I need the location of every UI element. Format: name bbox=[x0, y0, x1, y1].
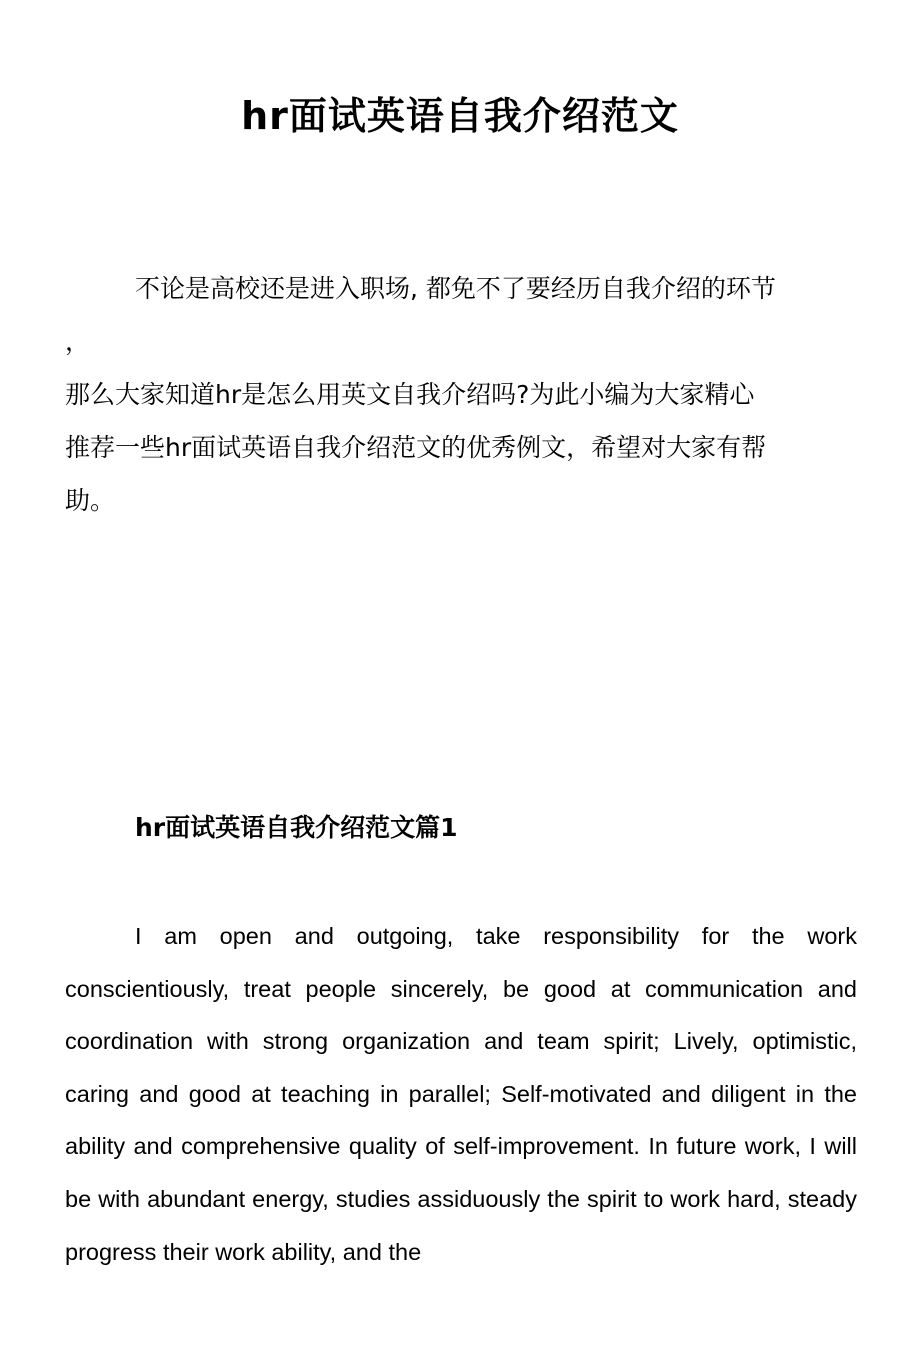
section-heading: hr面试英语自我介绍范文篇1 bbox=[135, 813, 458, 842]
intro-line-1: 不论是高校还是进入职场, 都免不了要经历自我介绍的环节 bbox=[135, 274, 776, 303]
intro-line-2: ， bbox=[65, 327, 91, 356]
intro-line-4: 推荐一些hr面试英语自我介绍范文的优秀例文，希望对大家有帮 bbox=[65, 433, 767, 462]
body-paragraph: I am open and outgoing, take responsibility for the work conscientiously, treat people sincerely, be good at communication and coordination with strong organization and team spirit; Lively, optimistic, caring and good at teaching in parallel; Self-motivated and diligent in the ability and comprehensive quality of self-improvement. In future work, I will be with abundant energy, studies assiduously the spirit to work hard, steady progress their work ability, and the bbox=[65, 923, 857, 1265]
intro-line-5: 助。 bbox=[65, 486, 116, 515]
page-title: hr面试英语自我介绍范文 bbox=[241, 94, 679, 138]
intro-line-3: 那么大家知道hr是怎么用英文自我介绍吗?为此小编为大家精心 bbox=[65, 380, 755, 409]
